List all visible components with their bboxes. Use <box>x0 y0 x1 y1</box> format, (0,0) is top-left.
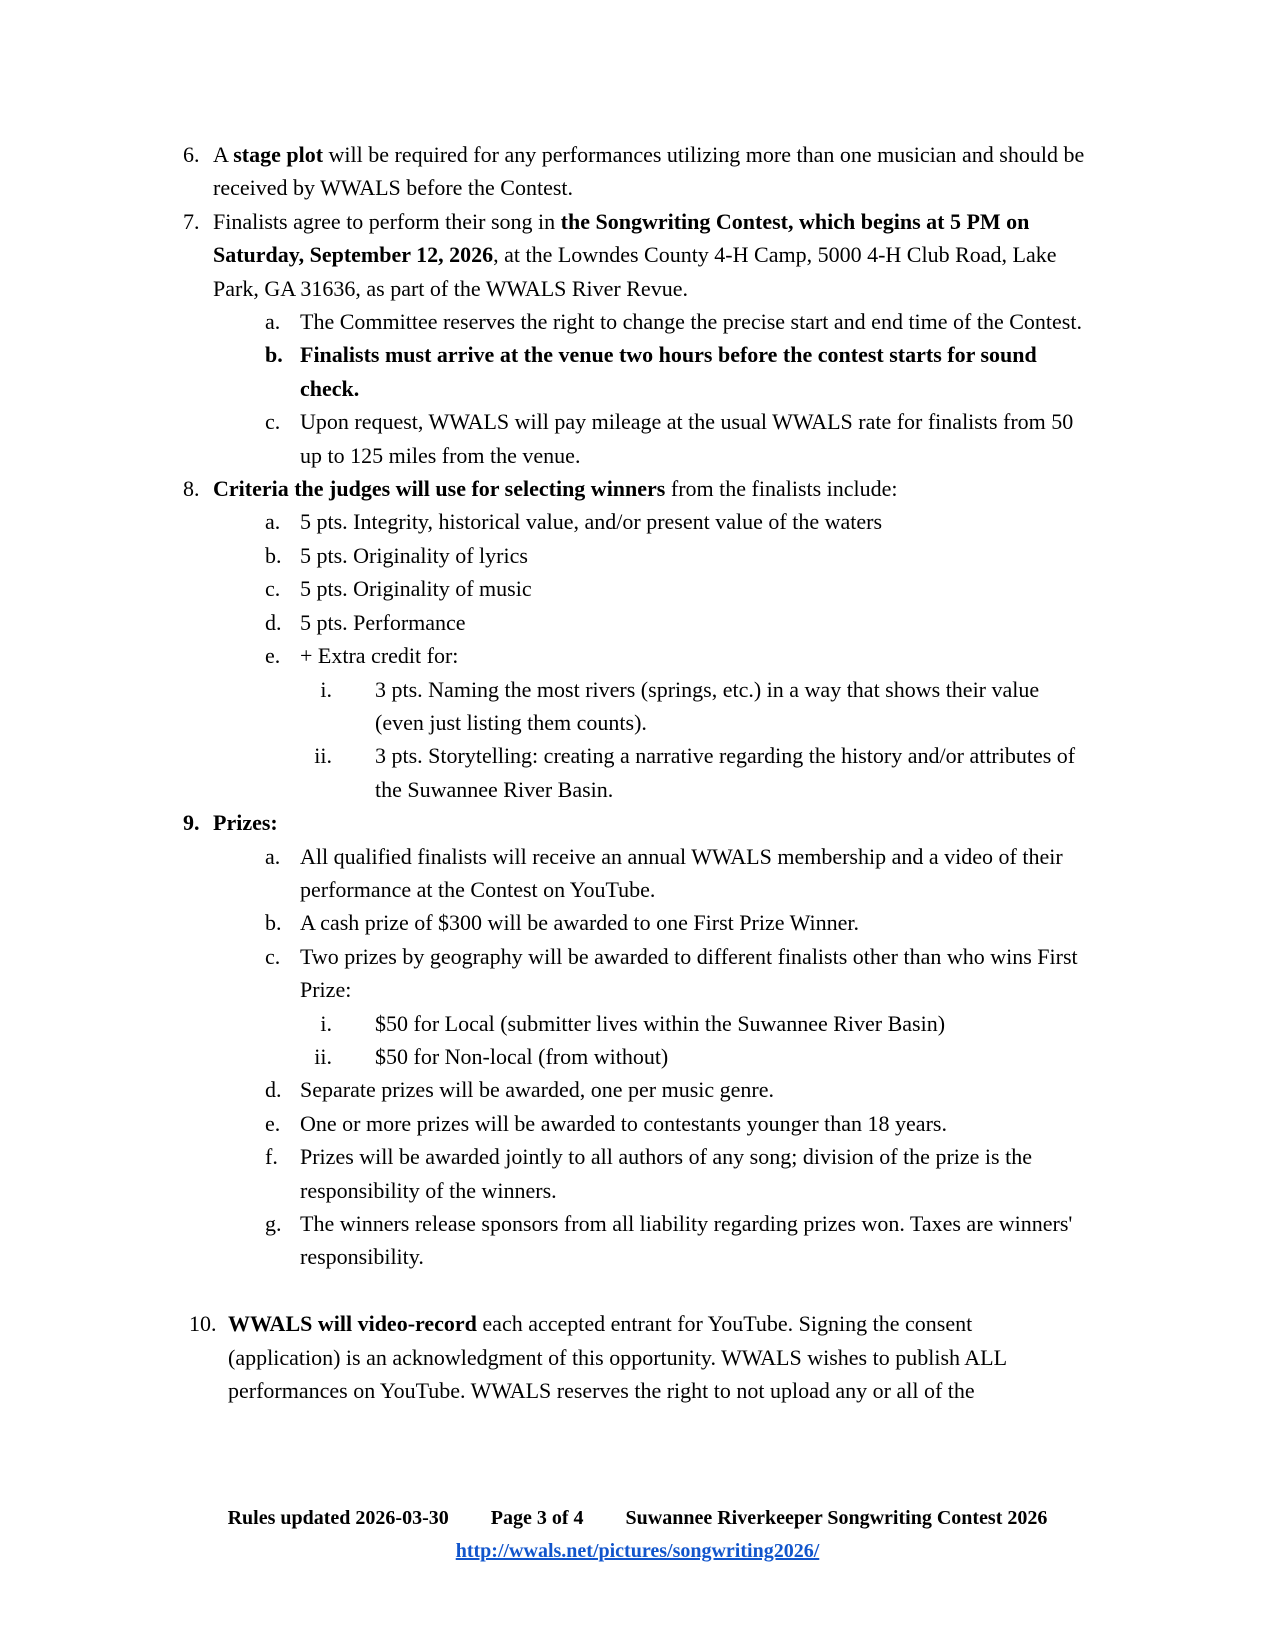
list-marker: d. <box>265 1077 282 1103</box>
text-run: The winners release sponsors from all liability regarding prizes won. Taxes are winners' responsibility. <box>300 1211 1073 1270</box>
list-item <box>0 1307 1090 1407</box>
list-item <box>0 338 1090 405</box>
text-run: 5 pts. Integrity, historical value, and/or present value of the waters <box>300 509 883 535</box>
list-marker: e. <box>265 643 281 669</box>
text-run: One or more prizes will be awarded to contestants younger than 18 years. <box>300 1110 947 1136</box>
list-item <box>0 472 1090 505</box>
text-run: $50 for Local (submitter lives within the Suwannee River Basin) <box>375 1010 946 1036</box>
list-item <box>0 1073 1090 1106</box>
list-item-text <box>300 844 1063 902</box>
text-run: Two prizes by geography will be awarded to different finalists other than who wins First Prize: <box>300 943 1078 1003</box>
text-run: from the finalists include: <box>665 476 898 502</box>
text-run-bold: Criteria the judges will use for selecting winners <box>213 476 666 502</box>
text-run-bold: WWALS will video-record <box>228 1311 477 1337</box>
list-item <box>0 1107 1090 1140</box>
text-run: Separate prizes will be awarded, one per music genre. <box>300 1077 775 1103</box>
list-item-text <box>375 1011 945 1036</box>
text-run: A cash prize of $300 will be awarded to one First Prize Winner. <box>300 910 859 936</box>
list-marker: c. <box>265 576 281 602</box>
text-run: will be required for any performances utilizing more than one musician and should be received by WWALS before the Contest. <box>213 142 1085 201</box>
list-item-text <box>300 910 859 935</box>
list-item <box>0 1207 1090 1274</box>
list-item-text <box>300 342 1037 400</box>
text-run: Finalists agree to perform their song in <box>213 208 561 234</box>
list-item <box>0 906 1090 939</box>
list-marker: 6. <box>183 142 200 167</box>
list-item-text <box>228 1311 1006 1403</box>
footer-link-line <box>0 1535 1275 1568</box>
list-marker: c. <box>265 409 281 435</box>
list-item <box>0 940 1090 1007</box>
text-run-bold: Prizes: <box>213 810 278 836</box>
list-item-text <box>300 643 458 668</box>
list-marker: b. <box>265 542 282 568</box>
list-marker: a. <box>265 843 281 869</box>
list-item <box>0 572 1090 605</box>
text-run-bold: Finalists must arrive at the venue two hours before the contest starts for sound check. <box>300 342 1037 401</box>
list-item-text <box>300 610 466 635</box>
list-item-text <box>300 1144 1032 1202</box>
list-item <box>0 405 1090 472</box>
list-marker: b. <box>265 910 282 936</box>
text-run: The Committee reserves the right to change the precise start and end time of the Contest. <box>300 309 1082 335</box>
list-marker: ii. <box>314 743 332 769</box>
text-run: 3 pts. Naming the most rivers (springs, etc.) in a way that shows their value (even just listing them counts). <box>375 676 1040 735</box>
list-item <box>0 806 1090 839</box>
list-item <box>0 138 1090 205</box>
footer-info-line <box>0 1502 1275 1535</box>
list-item-text <box>300 1211 1072 1269</box>
list-item-text <box>300 1111 947 1136</box>
list-marker: a. <box>265 309 281 335</box>
text-run: , at the Lowndes County 4-H Camp, 5000 4-H Club Road, Lake Park, GA 31636, as part of the WWALS River Revue. <box>213 242 1057 301</box>
list-item-text <box>300 543 528 568</box>
footer-rules-updated: Rules updated 2026-03-30 <box>227 1507 449 1529</box>
text-run: each accepted entrant for YouTube. Signing the consent (application) is an acknowledgment of this opportunity. WWALS wishes to publish ALL performances on YouTube. WWALS reserves the right to not upload any or all of the <box>228 1311 1007 1404</box>
list-item-text <box>375 743 1075 801</box>
text-run: Prizes will be awarded jointly to all authors of any song; division of the prize is the responsibility of the winners. <box>300 1144 1032 1203</box>
footer-link[interactable]: http://wwals.net/pictures/songwriting2026/ <box>455 1540 820 1562</box>
list-item <box>0 205 1090 305</box>
text-run: Upon request, WWALS will pay mileage at the usual WWALS rate for finalists from 50 up to 125 miles from the venue. <box>300 409 1074 468</box>
list-item-text <box>213 142 1084 200</box>
list-item-text <box>300 1077 774 1102</box>
list-marker: 7. <box>183 208 200 234</box>
list-item-text <box>375 1044 668 1069</box>
list-item-text <box>300 409 1073 467</box>
list-marker: d. <box>265 609 282 635</box>
list-item <box>0 305 1090 338</box>
footer-contest-title: Suwannee Riverkeeper Songwriting Contest 2026 <box>625 1507 1048 1529</box>
text-run: 5 pts. Originality of music <box>300 576 532 602</box>
text-run: $50 for Non-local (from without) <box>375 1043 669 1069</box>
text-run-bold: the Songwriting Contest, which begins at 5 PM on Saturday, September 12, 2026 <box>213 208 1030 268</box>
list-item-text <box>213 476 898 501</box>
list-marker: i. <box>320 1010 332 1036</box>
list-item <box>0 840 1090 907</box>
list-item <box>0 1140 1090 1207</box>
list-marker: i. <box>320 676 332 702</box>
list-item <box>0 1040 1090 1073</box>
list-marker: 8. <box>183 476 200 502</box>
list-item <box>0 505 1090 538</box>
list-marker: b. <box>265 342 283 368</box>
list-item-text <box>300 944 1078 1002</box>
text-run: 5 pts. Originality of lyrics <box>300 542 528 568</box>
list-item <box>0 1007 1090 1040</box>
text-run: 3 pts. Storytelling: creating a narrative regarding the history and/or attributes of the Suwannee River Basin. <box>375 743 1076 802</box>
list-marker: ii. <box>314 1043 332 1069</box>
text-run: A <box>213 142 234 167</box>
list-item-text <box>213 810 278 835</box>
footer-page-number: Page 3 of 4 <box>490 1507 584 1529</box>
list-item <box>0 673 1090 740</box>
rules-list <box>0 138 1090 1407</box>
list-item <box>0 639 1090 672</box>
list-marker: e. <box>265 1110 281 1136</box>
list-item <box>0 539 1090 572</box>
list-marker: c. <box>265 943 281 969</box>
text-run: 5 pts. Performance <box>300 609 466 635</box>
list-marker: 10. <box>189 1311 217 1337</box>
list-item <box>0 739 1090 806</box>
list-item-text <box>300 576 532 601</box>
list-item <box>0 606 1090 639</box>
list-marker: a. <box>265 509 281 535</box>
text-run: + Extra credit for: <box>300 643 459 669</box>
list-marker: g. <box>265 1211 282 1236</box>
page-footer <box>0 1502 1275 1568</box>
list-marker: 9. <box>183 810 200 836</box>
list-marker: f. <box>265 1144 278 1170</box>
text-run: All qualified finalists will receive an annual WWALS membership and a video of their performance at the Contest on YouTube. <box>300 843 1063 902</box>
list-item-text <box>300 509 882 534</box>
list-item-text <box>213 209 1056 301</box>
text-run-bold: stage plot <box>233 142 324 167</box>
list-item-text <box>300 309 1082 334</box>
list-item-text <box>375 677 1039 735</box>
